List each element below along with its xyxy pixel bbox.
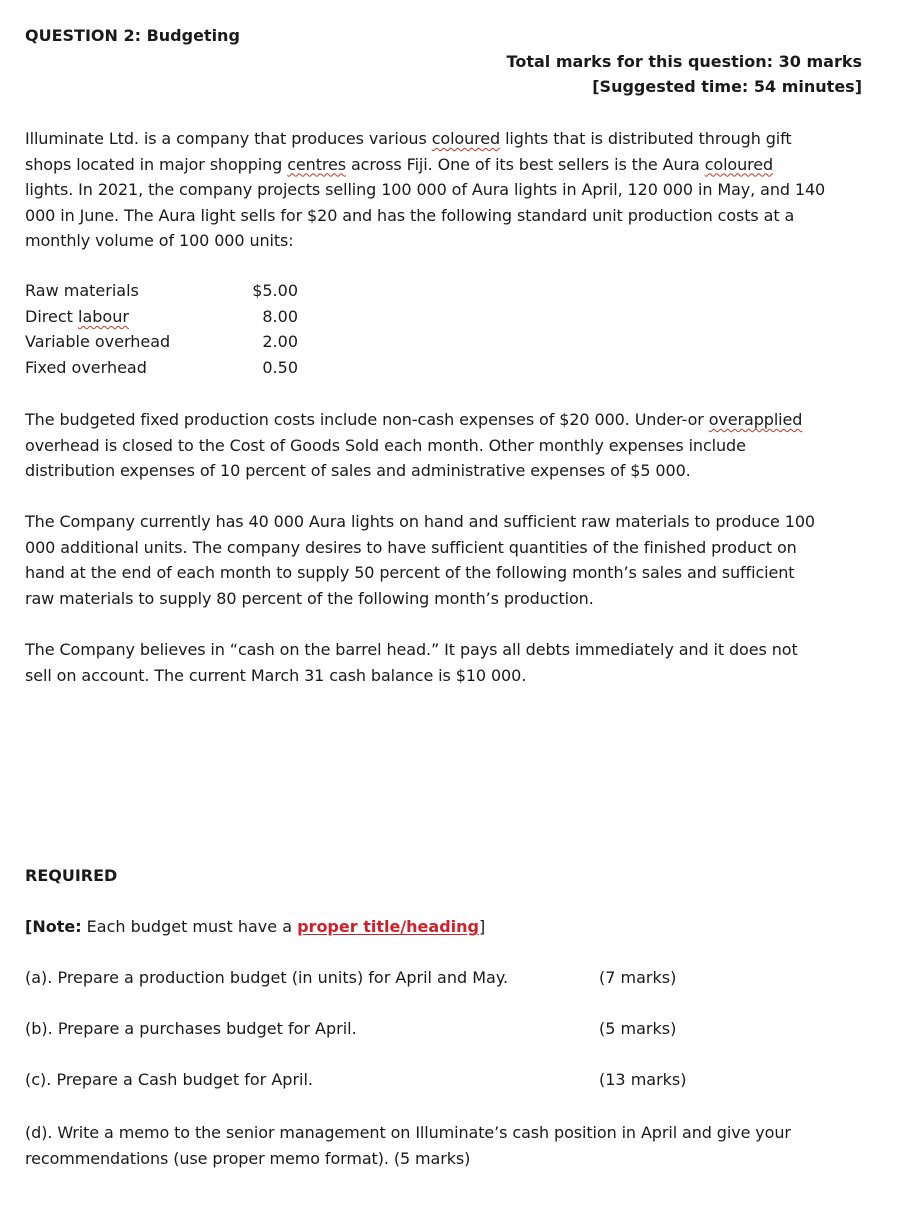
item-d-line-2: recommendations (use proper memo format). (5 marks) [25,1148,471,1168]
fixed-line-2: overhead is closed to the Cost of Goods Sold each month. Other monthly expenses include [25,435,746,455]
inventory-line-3: hand at the end of each month to supply 50 percent of the following month’s sales and sufficient [25,563,795,582]
cost-label-direct-labour: Direct labour [25,307,129,326]
required-title: REQUIRED [25,866,118,885]
intro-line-1: Illuminate Ltd. is a company that produces various coloured lights that is distributed through gift [25,129,792,148]
cash-paragraph [25,637,870,688]
cash-line-2: sell on account. The current March 31 cash balance is $10 000. [25,665,527,685]
note-label: Note: [32,917,82,936]
intro-paragraph [25,126,870,254]
spellcheck-word: coloured [431,129,501,148]
cost-label-fixed-overhead: Fixed overhead [25,358,147,377]
fixed-line-1: The budgeted fixed production costs include non-cash expenses of $20 000. Under-or overapplied [25,410,803,429]
required-item-b: (b). Prepare a purchases budget for April. [25,1019,357,1038]
fixed-costs-paragraph [25,407,870,484]
spellcheck-word: labour [78,307,129,326]
required-note: [Note: Each budget must have a proper title/heading] [25,917,486,936]
suggested-time: [Suggested time: 54 minutes] [592,77,862,96]
proper-title-heading-link: proper title/heading [297,917,479,936]
total-marks: Total marks for this question: 30 marks [506,52,862,71]
inventory-line-2: 000 additional units. The company desires to have sufficient quantities of the finished product on [25,537,797,557]
fixed-line-3: distribution expenses of 10 percent of sales and administrative expenses of $5 000. [25,461,691,480]
item-d-line-1: (d). Write a memo to the senior management on Illuminate’s cash position in April and give your [25,1123,791,1142]
required-item-d [25,1120,870,1171]
cost-value-variable-overhead: 2.00 [262,332,298,351]
spellcheck-word: overapplied [708,410,803,429]
intro-line-4: 000 in June. The Aura light sells for $20 and has the following standard unit production costs at a [25,205,795,225]
question-heading: QUESTION 2: Budgeting [25,26,240,45]
cost-label-raw-materials: Raw materials [25,281,139,300]
cost-value-raw-materials: $5.00 [252,281,298,300]
required-item-a: (a). Prepare a production budget (in units) for April and May. [25,968,509,987]
cost-value-fixed-overhead: 0.50 [262,358,298,377]
inventory-paragraph [25,509,870,611]
required-item-c: (c). Prepare a Cash budget for April. [25,1070,313,1089]
spellcheck-word: centres [287,154,346,174]
intro-line-5: monthly volume of 100 000 units: [25,231,294,250]
inventory-line-4: raw materials to supply 80 percent of the following month’s production. [25,588,594,608]
cost-label-variable-overhead: Variable overhead [25,332,171,351]
spellcheck-word: coloured [704,154,774,174]
cost-value-direct-labour: 8.00 [262,307,298,326]
intro-line-2: shops located in major shopping centres across Fiji. One of its best sellers is the Aura coloured [25,154,774,174]
intro-line-3: lights. In 2021, the company projects selling 100 000 of Aura lights in April, 120 000 in May, and 140 [25,180,826,199]
marks-item-a: (7 marks) [599,968,677,987]
marks-item-b: (5 marks) [599,1019,677,1038]
inventory-line-1: The Company currently has 40 000 Aura lights on hand and sufficient raw materials to produce 100 [25,512,815,531]
marks-item-c: (13 marks) [599,1070,687,1089]
cash-line-1: The Company believes in “cash on the barrel head.” It pays all debts immediately and it does not [25,640,798,659]
